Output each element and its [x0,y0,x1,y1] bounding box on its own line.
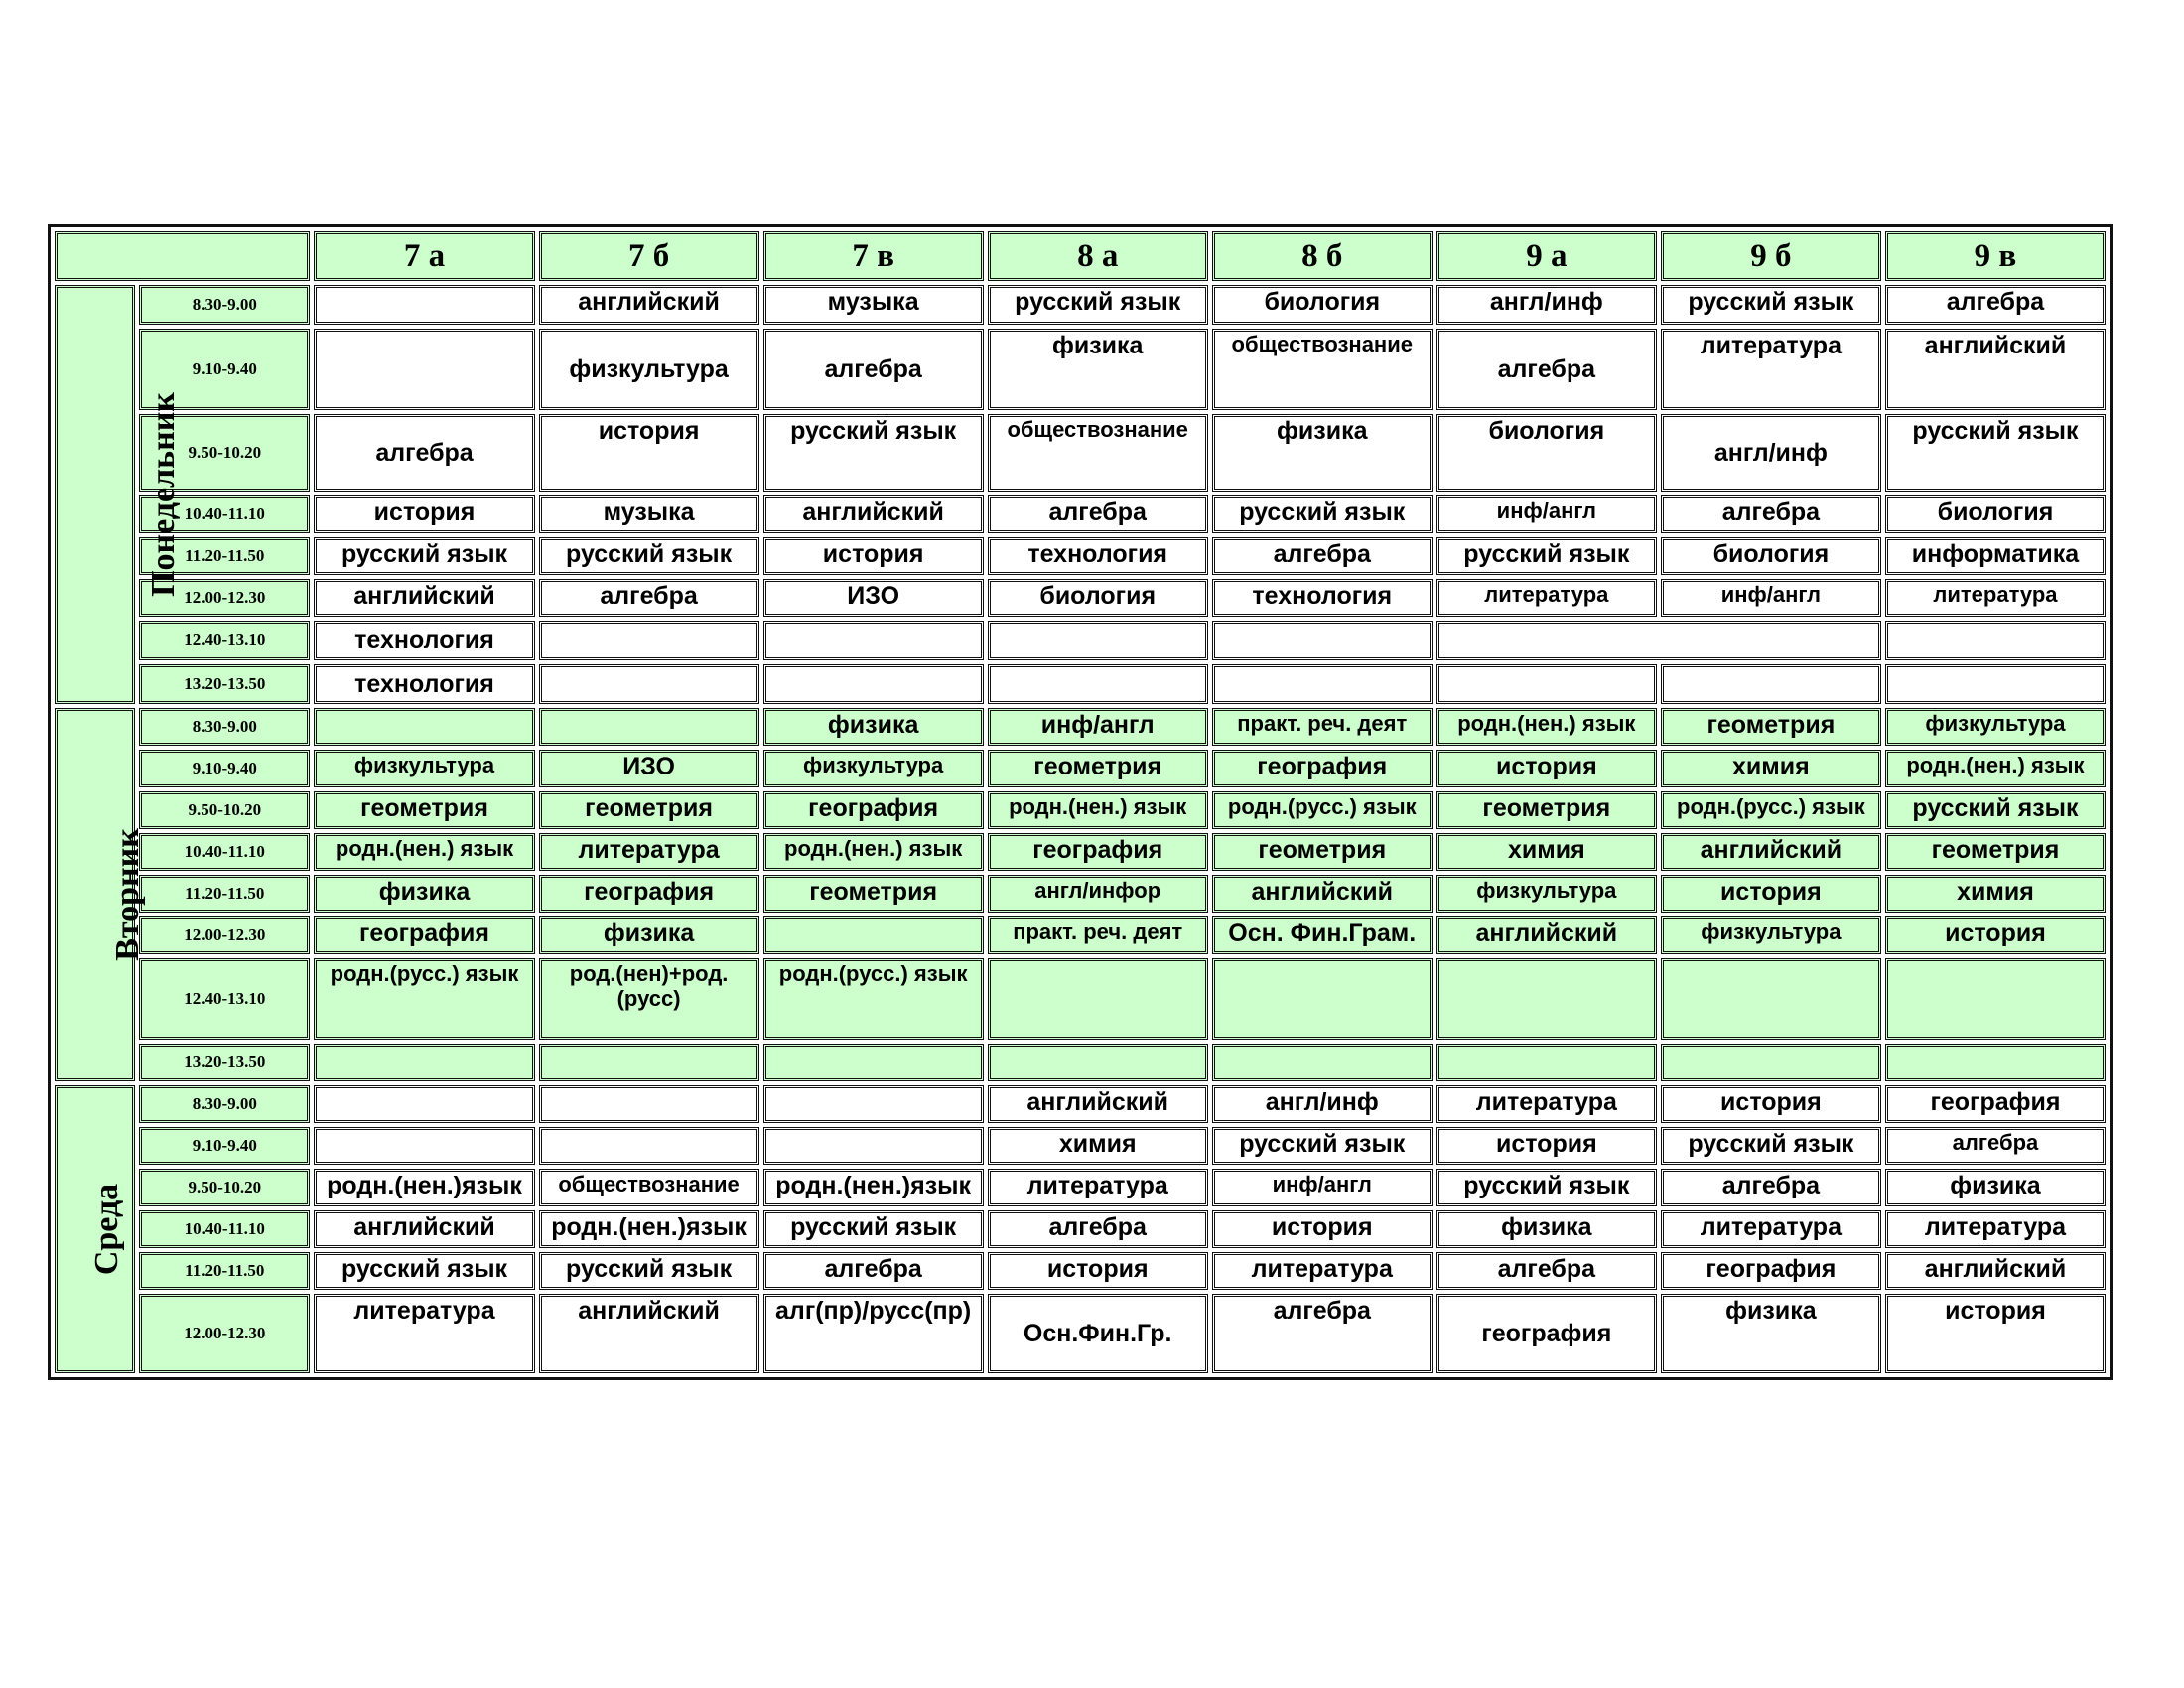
lesson-cell [314,329,534,410]
lesson-cell: английский [1885,1252,2106,1290]
table-row [55,791,2106,829]
lesson-cell: история [314,495,534,533]
lesson-cell [1212,621,1433,660]
lesson-cell [988,621,1208,660]
lesson-cell: литература [1885,579,2106,617]
lesson-cell: практ. реч. деят [988,916,1208,954]
time-cell: 13.20-13.50 [139,1044,310,1081]
lesson-cell [763,664,984,704]
table-row [55,329,2106,410]
day-cell-monday [55,285,182,704]
lesson-cell [988,664,1208,704]
lesson-cell: физкультура [763,750,984,787]
lesson-cell [763,916,984,954]
lesson-cell [988,1044,1208,1081]
lesson-cell: родн.(нен.)язык [763,1169,984,1206]
class-header-9a: 9 а [1436,231,1657,281]
lesson-cell: английский [1661,833,1881,871]
lesson-cell [314,1085,534,1123]
lesson-cell [539,621,759,660]
class-header-8b: 8 б [1212,231,1433,281]
lesson-cell: родн.(нен.) язык [988,791,1208,829]
lesson-cell: родн.(нен.)язык [314,1169,534,1206]
class-header-row [55,231,2106,281]
lesson-cell: физкультура [1661,916,1881,954]
lesson-cell: история [1661,875,1881,913]
lesson-cell: родн.(нен.) язык [1436,708,1657,746]
lesson-cell [539,664,759,704]
lesson-cell: физкультура [539,329,759,410]
lesson-cell: физкультура [1436,875,1657,913]
lesson-cell: английский [988,1085,1208,1123]
lesson-cell: русский язык [1661,1127,1881,1165]
time-cell: 8.30-9.00 [139,708,310,746]
lesson-cell: родн.(русс.) язык [314,958,534,1040]
lesson-cell: инф/англ [988,708,1208,746]
table-row [55,1210,2106,1248]
lesson-cell [1436,664,1657,704]
day-label-monday: Понедельник [144,392,182,597]
lesson-cell: физкультура [1885,708,2106,746]
lesson-cell: алгебра [763,329,984,410]
lesson-cell: литература [1661,329,1881,410]
time-cell: 11.20-11.50 [139,537,310,575]
lesson-cell: история [1436,1127,1657,1165]
lesson-cell: русский язык [314,537,534,575]
lesson-cell: география [1436,1294,1657,1373]
time-cell: 11.20-11.50 [139,1252,310,1290]
lesson-cell: родн.(нен.)язык [539,1210,759,1248]
time-cell: 11.20-11.50 [139,875,310,913]
lesson-cell: физика [539,916,759,954]
lesson-cell: практ. реч. деят [1212,708,1433,746]
lesson-cell: русский язык [1661,285,1881,325]
lesson-cell: физкультура [314,750,534,787]
lesson-cell: геометрия [1661,708,1881,746]
timetable-sheet [48,224,2113,1380]
table-row [55,1085,2106,1123]
lesson-cell: алгебра [763,1252,984,1290]
lesson-cell: русский язык [1436,537,1657,575]
lesson-cell: информатика [1885,537,2106,575]
lesson-cell: литература [1436,579,1657,617]
lesson-cell: история [539,414,759,492]
table-row [55,833,2106,871]
time-cell: 9.10-9.40 [139,1127,310,1165]
lesson-cell: инф/англ [1212,1169,1433,1206]
lesson-cell: алгебра [1661,1169,1881,1206]
lesson-cell: обществознание [1212,329,1433,410]
lesson-cell: литература [988,1169,1208,1206]
lesson-cell [539,1127,759,1165]
table-row [55,958,2106,1040]
lesson-cell: литература [314,1294,534,1373]
lesson-cell: история [1885,916,2106,954]
lesson-cell: алгебра [539,579,759,617]
lesson-cell: Осн.Фин.Гр. [988,1294,1208,1373]
lesson-cell: инф/англ [1661,579,1881,617]
lesson-cell: англ/инф [1212,1085,1433,1123]
lesson-cell: родн.(русс.) язык [763,958,984,1040]
lesson-cell: алгебра [1436,329,1657,410]
class-header-9b: 9 б [1661,231,1881,281]
lesson-cell: биология [988,579,1208,617]
lesson-cell [314,1127,534,1165]
lesson-cell: английский [314,579,534,617]
lesson-cell: английский [763,495,984,533]
time-cell: 9.50-10.20 [139,414,310,492]
lesson-cell [1212,1044,1433,1081]
time-cell: 12.00-12.30 [139,1294,310,1373]
lesson-cell [763,621,984,660]
lesson-cell [1661,664,1881,704]
lesson-cell: русский язык [539,1252,759,1290]
lesson-cell: алгебра [1885,285,2106,325]
lesson-cell: родн.(нен.) язык [314,833,534,871]
lesson-cell: геометрия [1436,791,1657,829]
time-cell: 10.40-11.10 [139,833,310,871]
time-cell: 12.40-13.10 [139,621,310,660]
table-row [55,664,2106,704]
lesson-cell: родн.(нен.) язык [763,833,984,871]
lesson-cell [763,1127,984,1165]
time-cell: 12.40-13.10 [139,958,310,1040]
lesson-cell: география [1885,1085,2106,1123]
lesson-cell: география [988,833,1208,871]
lesson-cell: родн.(русс.) язык [1661,791,1881,829]
lesson-cell [1212,958,1433,1040]
lesson-cell: история [1436,750,1657,787]
lesson-cell: география [1661,1252,1881,1290]
lesson-cell: русский язык [539,537,759,575]
lesson-cell [763,1085,984,1123]
lesson-cell: физика [1885,1169,2106,1206]
lesson-cell: технология [988,537,1208,575]
time-cell: 9.50-10.20 [139,791,310,829]
lesson-cell: алгебра [1436,1252,1657,1290]
lesson-cell [1885,621,2106,660]
timetable [48,224,2113,1380]
lesson-cell: обществознание [539,1169,759,1206]
lesson-cell [1661,958,1881,1040]
day-label-wednesday: Среда [88,1183,126,1276]
lesson-cell [1885,958,2106,1040]
lesson-cell: алгебра [988,495,1208,533]
lesson-cell: физика [1212,414,1433,492]
lesson-cell: ИЗО [539,750,759,787]
lesson-cell: биология [1436,414,1657,492]
lesson-cell: инф/англ [1436,495,1657,533]
time-cell: 12.00-12.30 [139,916,310,954]
lesson-cell: английский [314,1210,534,1248]
lesson-cell: технология [314,664,534,704]
lesson-cell: химия [1661,750,1881,787]
lesson-cell: алгебра [1885,1127,2106,1165]
header-corner-cell [55,231,310,281]
time-cell: 9.10-9.40 [139,329,310,410]
day-cell-tuesday [55,708,146,1081]
lesson-cell: алгебра [314,414,534,492]
lesson-cell: русский язык [314,1252,534,1290]
lesson-cell [314,708,534,746]
table-row [55,285,2106,325]
lesson-cell: русский язык [988,285,1208,325]
time-cell: 8.30-9.00 [139,1085,310,1123]
time-cell: 8.30-9.00 [139,285,310,325]
table-row [55,1127,2106,1165]
lesson-cell [1436,621,1881,660]
lesson-cell: география [763,791,984,829]
table-row [55,916,2106,954]
lesson-cell: биология [1885,495,2106,533]
lesson-cell: Осн. Фин.Грам. [1212,916,1433,954]
day-cell-wednesday [55,1085,135,1373]
lesson-cell: история [763,537,984,575]
lesson-cell: алгебра [1212,1294,1433,1373]
lesson-cell [539,1044,759,1081]
class-header-7v: 7 в [763,231,984,281]
lesson-cell: английский [539,1294,759,1373]
lesson-cell [1436,958,1657,1040]
lesson-cell [763,1044,984,1081]
time-cell: 9.50-10.20 [139,1169,310,1206]
lesson-cell: геометрия [1212,833,1433,871]
lesson-cell: русский язык [1885,414,2106,492]
lesson-cell: биология [1212,285,1433,325]
lesson-cell: английский [539,285,759,325]
lesson-cell: геометрия [1885,833,2106,871]
lesson-cell [1885,664,2106,704]
lesson-cell: литература [1212,1252,1433,1290]
day-label-tuesday: Вторник [108,828,146,961]
table-row [55,875,2106,913]
lesson-cell: геометрия [539,791,759,829]
lesson-cell: русский язык [1212,1127,1433,1165]
lesson-cell: англ/инф [1436,285,1657,325]
lesson-cell: геометрия [763,875,984,913]
lesson-cell: история [1212,1210,1433,1248]
lesson-cell: английский [1436,916,1657,954]
time-cell: 9.10-9.40 [139,750,310,787]
lesson-cell: музыка [763,285,984,325]
lesson-cell: русский язык [1212,495,1433,533]
lesson-cell: литература [1436,1085,1657,1123]
lesson-cell: литература [539,833,759,871]
lesson-cell [539,1085,759,1123]
lesson-cell [1885,1044,2106,1081]
table-row [55,495,2106,533]
lesson-cell: биология [1661,537,1881,575]
lesson-cell: русский язык [1436,1169,1657,1206]
lesson-cell: география [314,916,534,954]
lesson-cell: история [1885,1294,2106,1373]
lesson-cell [988,958,1208,1040]
lesson-cell: технология [1212,579,1433,617]
lesson-cell: литература [1885,1210,2106,1248]
table-row [55,1044,2106,1081]
table-row [55,750,2106,787]
lesson-cell: русский язык [1885,791,2106,829]
table-row [55,708,2106,746]
lesson-cell [1661,1044,1881,1081]
table-row [55,621,2106,660]
lesson-cell: литература [1661,1210,1881,1248]
table-row [55,414,2106,492]
table-row [55,537,2106,575]
lesson-cell: физика [1661,1294,1881,1373]
lesson-cell: геометрия [988,750,1208,787]
lesson-cell [1436,1044,1657,1081]
class-header-7b: 7 б [539,231,759,281]
lesson-cell: физика [1436,1210,1657,1248]
lesson-cell: алгебра [1661,495,1881,533]
table-row [55,1294,2106,1373]
time-cell: 10.40-11.10 [139,495,310,533]
lesson-cell: физика [763,708,984,746]
lesson-cell: родн.(нен.) язык [1885,750,2106,787]
lesson-cell: род.(нен)+род.(русс) [539,958,759,1040]
lesson-cell: химия [1436,833,1657,871]
lesson-cell: алгебра [988,1210,1208,1248]
lesson-cell: англ/инфор [988,875,1208,913]
lesson-cell: англ/инф [1661,414,1881,492]
lesson-cell [1212,664,1433,704]
time-cell: 12.00-12.30 [139,579,310,617]
lesson-cell: русский язык [763,1210,984,1248]
lesson-cell: физика [314,875,534,913]
lesson-cell: ИЗО [763,579,984,617]
lesson-cell: география [1212,750,1433,787]
lesson-cell: музыка [539,495,759,533]
lesson-cell: история [1661,1085,1881,1123]
lesson-cell: химия [1885,875,2106,913]
table-row [55,1169,2106,1206]
lesson-cell: география [539,875,759,913]
time-cell: 10.40-11.10 [139,1210,310,1248]
lesson-cell: русский язык [763,414,984,492]
class-header-8a: 8 а [988,231,1208,281]
lesson-cell [314,1044,534,1081]
lesson-cell: химия [988,1127,1208,1165]
lesson-cell: родн.(русс.) язык [1212,791,1433,829]
lesson-cell: геометрия [314,791,534,829]
lesson-cell: технология [314,621,534,660]
table-row [55,1252,2106,1290]
lesson-cell [314,285,534,325]
lesson-cell: алгебра [1212,537,1433,575]
lesson-cell: физика [988,329,1208,410]
lesson-cell [539,708,759,746]
lesson-cell: английский [1212,875,1433,913]
class-header-7a: 7 а [314,231,534,281]
lesson-cell: история [988,1252,1208,1290]
table-row [55,579,2106,617]
lesson-cell: английский [1885,329,2106,410]
class-header-9v: 9 в [1885,231,2106,281]
time-cell: 13.20-13.50 [139,664,310,704]
lesson-cell: обществознание [988,414,1208,492]
lesson-cell: алг(пр)/русс(пр) [763,1294,984,1373]
